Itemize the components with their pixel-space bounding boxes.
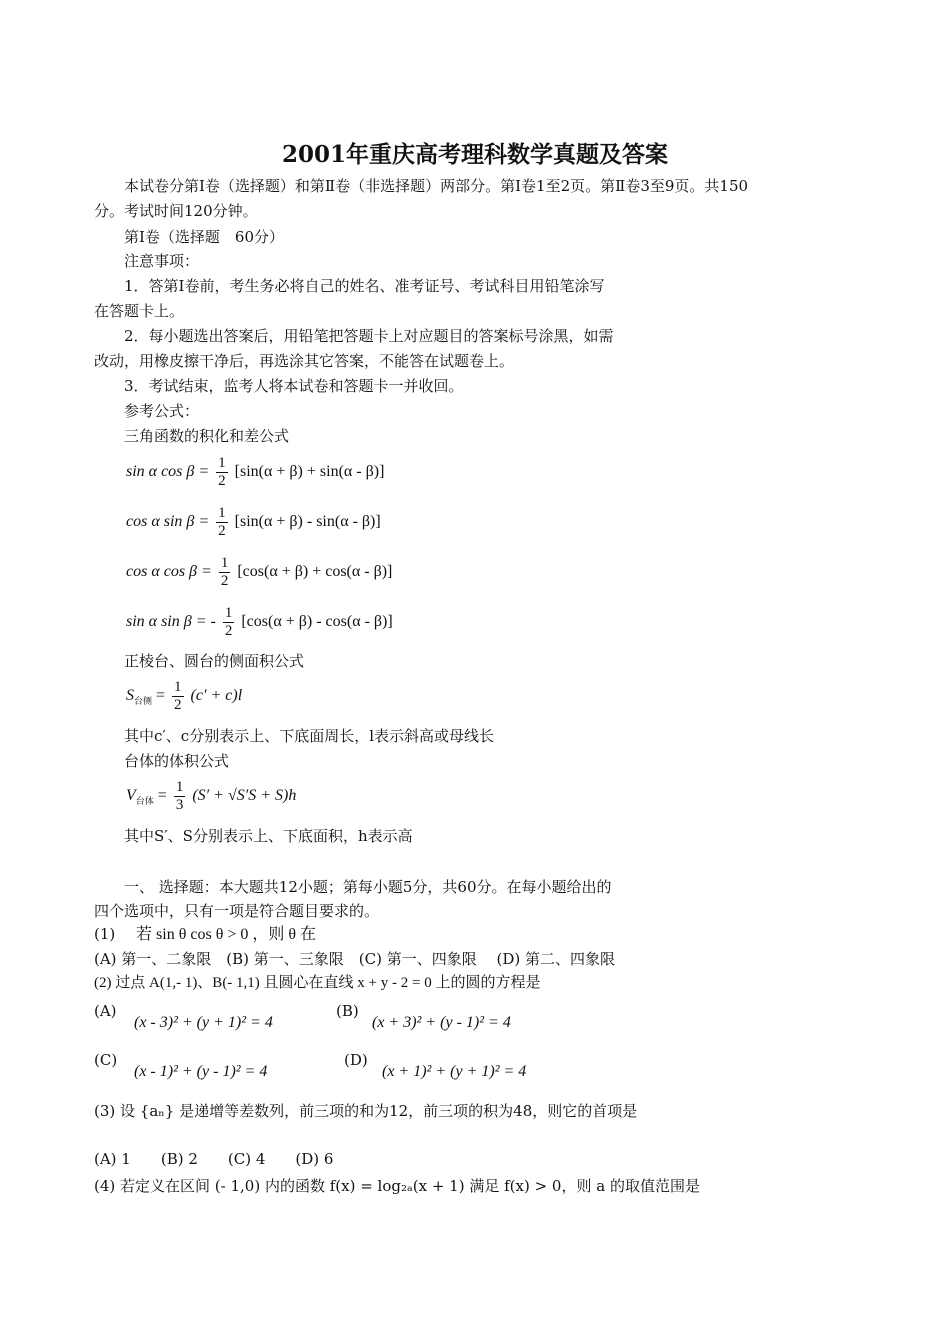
volume-sub: 台体 <box>135 796 154 807</box>
formula-1-rhs: [sin(α + β) + sin(α - β)] <box>234 463 385 481</box>
lateral-heading: 正棱台、圆台的侧面积公式 <box>124 652 305 670</box>
formula-3-lhs: cos α cos β = <box>126 563 212 581</box>
half-fraction: $\frac{1}{2}$ <box>220 555 229 589</box>
note-1-line-1: 1．答第Ⅰ卷前，考生务必将自己的姓名、准考证号、考试科目用铅笔涂写 <box>124 277 605 295</box>
q2-option-b-label: (B) <box>336 1002 359 1020</box>
section1-line-1: 一、 选择题：本大题共12小题；第每小题5分，共60分。在每小题给出的 <box>124 878 612 896</box>
note-1-line-2: 在答题卡上。 <box>94 302 185 320</box>
volume-v: V <box>126 787 136 805</box>
intro-line-1: 本试卷分第Ⅰ卷（选择题）和第Ⅱ卷（非选择题）两部分。第Ⅰ卷1至2页。第Ⅱ卷3至9页。共150 <box>124 177 749 195</box>
formula-3-rhs: [cos(α + β) + cos(α - β)] <box>237 563 393 581</box>
q2-option-b-expr: (x + 3)² + (y - 1)² = 4 <box>372 1014 511 1031</box>
question-1-number: (1) <box>94 925 116 943</box>
formula-2 <box>126 505 381 540</box>
q2-option-d-label: (D) <box>344 1051 368 1069</box>
volume-rhs: (S′ + √S′S + S)h <box>192 787 297 805</box>
note-3: 3．考试结束，监考人将本试卷和答题卡一并收回。 <box>124 377 464 395</box>
q2-option-c-expr: (x - 1)² + (y - 1)² = 4 <box>134 1063 268 1080</box>
lateral-s: S <box>126 687 134 705</box>
q2-option-a-label: (A) <box>94 1002 117 1020</box>
q2-option-a-expr: (x - 3)² + (y + 1)² = 4 <box>134 1014 273 1031</box>
section1-line-2: 四个选项中，只有一项是符合题目要求的。 <box>94 902 380 920</box>
question-1-options: (A) 第一、二象限 (B) 第一、三象限 (C) 第一、四象限 (D) 第二、四象限 <box>94 950 616 968</box>
lateral-sub: 台侧 <box>134 696 153 707</box>
reference-heading: 参考公式： <box>124 402 200 420</box>
formula-1 <box>126 455 384 490</box>
question-4: (4) 若定义在区间 (- 1,0) 内的函数 f(x) = log₂ₐ(x + 1) 满足 f(x) > 0，则 a 的取值范围是 <box>94 1177 700 1195</box>
volume-description: 其中S′、S分别表示上、下底面积，h表示高 <box>124 827 413 845</box>
formula-4 <box>126 605 393 640</box>
half-fraction: $\frac{1}{2}$ <box>218 505 226 539</box>
note-2-line-2: 改动，用橡皮擦干净后，再选涂其它答案，不能答在试题卷上。 <box>94 352 515 370</box>
note-2-line-1: 2．每小题选出答案后，用铅笔把答题卡上对应题目的答案标号涂黑，如需 <box>124 327 614 345</box>
formula-1-lhs: sin α cos β = <box>126 463 210 481</box>
formula-4-lhs: sin α sin β = - <box>126 613 216 631</box>
half-fraction: $\frac{1}{2}$ <box>174 679 182 713</box>
q2-option-d-expr: (x + 1)² + (y + 1)² = 4 <box>382 1063 527 1080</box>
lateral-rhs: (c′ + c)l <box>190 687 243 705</box>
formula-2-lhs: cos α sin β = <box>126 513 210 531</box>
q2-option-c-label: (C) <box>94 1051 118 1069</box>
lateral-formula: $S_{台侧}$ = $\frac{1}{2}$ (c′ + c)l <box>126 679 243 713</box>
notes-heading: 注意事项： <box>124 252 200 270</box>
question-2: (2) 过点 A(1,- 1)、B(- 1,1) 且圆心在直线 x + y - 2 = 0 上的圆的方程是 <box>94 975 541 991</box>
volume-heading: 台体的体积公式 <box>124 752 230 770</box>
formula-4-rhs: [cos(α + β) - cos(α - β)] <box>241 613 393 631</box>
question-1-text: 若 sin θ cos θ > 0 ，则 θ 在 <box>136 926 317 943</box>
lateral-description: 其中c′、c分别表示上、下底面周长，l表示斜高或母线长 <box>124 727 495 745</box>
half-fraction: $\frac{1}{2}$ <box>224 605 233 639</box>
volume-formula: $V_{台体}$ = $\frac{1}{3}$ (S′ + √S′S + S)h <box>126 779 297 813</box>
page-title: 2001年重庆高考理科数学真题及答案 <box>281 141 668 168</box>
half-fraction: $\frac{1}{2}$ <box>218 455 226 489</box>
question-3: (3) 设 {aₙ} 是递增等差数列，前三项的和为12，前三项的积为48，则它的首项是 <box>94 1102 638 1120</box>
trig-heading: 三角函数的积化和差公式 <box>124 427 290 445</box>
third-fraction: $\frac{1}{3}$ <box>175 779 184 813</box>
question-3-options: (A) 1 (B) 2 (C) 4 (D) 6 <box>94 1150 334 1168</box>
intro-line-2: 分。考试时间120分钟。 <box>94 202 258 220</box>
part1-heading: 第Ⅰ卷（选择题 60分） <box>124 228 285 246</box>
question-1 <box>94 924 316 945</box>
formula-2-rhs: [sin(α + β) - sin(α - β)] <box>234 513 381 531</box>
formula-3 <box>126 555 392 590</box>
